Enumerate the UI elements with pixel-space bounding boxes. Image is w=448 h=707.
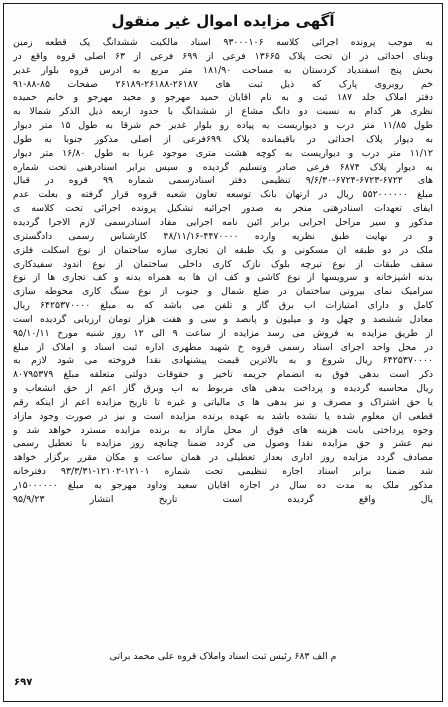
notice-line: ملک در دو طبقه ان مسکونی و یک طبقه ان تجاری سازه ساختمان از نوع اسکلت فلزی [13,244,433,256]
notice-line: وجوه پرداختی بابت هزینه های فوق از محل مازاد به برنده مزایده مسترد خواهد شد و [13,424,433,436]
notice-line: سقف طبقات از نوع تیرچه بلوک نازک کاری داخلی ساختمان از نوع اندود سفیدکاری [13,258,433,270]
notice-line: ۶۴۲۵۳۷۰۰۰۰ ریال شروع و به بالاترین قیمت پیشنهادی نقدا فروخته می شود لازم به [13,355,433,367]
notice-line: طول ۱۱/۸۵ متر درب و دیواریست به پیاده رو بلوار غدیر خم شرقا به طول ۱۵ متر دیوار [13,120,433,132]
notice-line: به دیوار پلاک احداثی در باقیمانده پلاک ۶۹۹فرعی از اصلی مذکور جنوبا به طول [13,133,433,145]
notice-line: مبلغ ۵۵۲۰۰۰۰۰۰ ریال در ارتهان بانک توسعه تعاون شعبه قروه قرار گرفته و بعلت عدم [13,189,433,201]
notice-line: به دیوار پلاک ۶۸۷۴ فرعی صادر وتسلیم گردیده و سپس برابر اسنادرهنی تحت شماره [13,161,433,173]
notice-line: ریال محاسبه گردیده و پرداخت بدهی های مربوط به اب وبرق گاز اعم از حق انشعاب و [13,383,433,395]
notice-title: آگهی مزایده اموال غیر منقول [111,12,335,30]
notice-body [13,36,433,676]
notice-line: مذکور و سیر مراحل اجرایی برابر ائین نامه اجرایی مفاد اسنادرسمی لازم الاجرا گردیده [13,216,433,228]
notice-line: ۱۱/۱۲ متر درب و دیواریست به کوچه هشت متری موجود غربا به طول ۱۶/۸۰ متر دیوار [13,147,433,159]
notice-line: قطعی ان معلوم شده یا نشده باشد به عهده برنده مزایده است و نیز در صورت وجود مازاد [13,410,433,422]
notice-line: بخش پنج اسفندیاد کردستان به مساحت ۱۸۱/۹۰ متر مربع به ادرس قروه بلوار غدیر [13,64,433,76]
notice-line: نظری هر کدام به نسبت دو دانگ مشاع از ششدانگ با حدود اربعه ذیل الذکر شمالا به [13,106,433,118]
notice-line: در محل واحد اجرای اسناد رسمی قروه خ شهید مطهری اداره ثبت اسناد و املاک از مبلغ [13,341,433,353]
notice-line: مذکور ملک به مدت ده سال در اجاره اقایان سعید وداود مهرجو به مبلغ ۱۵۰۰۰۰۰۰ر [13,480,433,491]
notice-line: وبنای احداثی در ان تحت پلاک ۱۳۶۶۵ فرعی از ۶۹۹ فرعی از ۶۳ اصلی قروه واقع در [13,50,433,62]
notice-line: ذکر است بدهی فوق به انضمام جریمه تاخیر و حقوقات دولتی متعلقه مبلغ ۸۰۷۹۵۳۷۹ [13,369,433,381]
notice-line: یا حق اشتراک و مصرف و نیز بدهی ها ی مالیاتی و غیره تا تاریخ مزایده اعم از اینکه رقم [13,396,433,408]
notice-line: سرامیک نمای بیرونی ساختمان در ضلع شمال و جنوب از نوع سنگ کاری محوطه سازی [13,286,433,298]
notice-number: ۶۹۷ [14,677,33,688]
auction-notice [3,3,443,702]
notice-line: به موجب پرونده اجرائی کلاسه ۹۳۰۰۰۱۰۶ اسناد مالکیت ششدانگ یک قطعه زمین [13,37,433,48]
notice-line: نیم عشر و حق مزایده نقدا وصول می گردد ضمنا چنانچه روز مزایده با تعطیل رسمی [13,438,433,450]
notice-line: بدنه اشپزخانه و سرویسها از نوع کاشی و کف ان ها به همراه بدنه و کف تجاری ها از نوع [13,272,433,284]
notice-line: از طریق مزایده به فروش می رسد مزایده از ساعت ۹ الی ۱۲ روز شنبه مورخ ۹۵/۱۰/۱۱ [13,327,433,339]
notice-line: شد ضمنا برابر اسناد اجاره تنظیمی تحت شماره ۱۲۱۰۱-۱۲۱۰۲-۹۳/۳/۳۱ دفترخانه [13,466,433,478]
notice-line: خم روبروی پارک که ذیل ثبت های ۲۶۱۸۷-۲۶۱۸۸-۲۶۱۸۹ صفحات ۸۵-۸۸-۹۱ [13,78,433,90]
notice-line: مصادف گردد مزایده روز اداری بعداز تعطیلی در همان ساعت و مکان مقرر برگزار خواهد [13,452,433,464]
notice-line: یال واقع گردیده است تاریخ انتشار ۹۵/۹/۲۳ [13,493,433,505]
notice-line: معادل ششصد و چهل ود و میلیون و پانصد و سی و هفت هزار تومان ارزیابی گردیده است [13,313,433,325]
notice-signature: م الف ۶۸۳ رئیس ثبت اسناد واملاک قروه علی محمد براتی [109,651,337,662]
notice-line: و در نهایت طبق نظریه وارده ۴۴۷۰۰۰۰-۴۸/۱۱/۱۶ کارشناس رسمی دادگستری [13,230,433,242]
notice-line: کامل و دارای امتیازات اب برق گاز و تلفن می باشد که به مبلغ ۶۴۲۵۳۷۰۰۰۰ ریال [13,300,433,312]
notice-line: های ۶۷۲۲-۶۷۲۳-۶۷۲۴-۹/۶/۳۰ تنظیمی دفتر اسنادرسمی شماره ۹۹ قروه در قبال [13,175,433,187]
notice-line: ایفای تعهدات اسنادرهنی منجر به صدور اجرائیه تشکیل پرونده اجرائی تحت کلاسه ی [13,203,433,215]
notice-line: دفتر املاک جلد ۱۸۷ ثبت و به نام اقایان حمید مهرجو و مجید مهرجو و خانم حمیده [13,92,433,104]
